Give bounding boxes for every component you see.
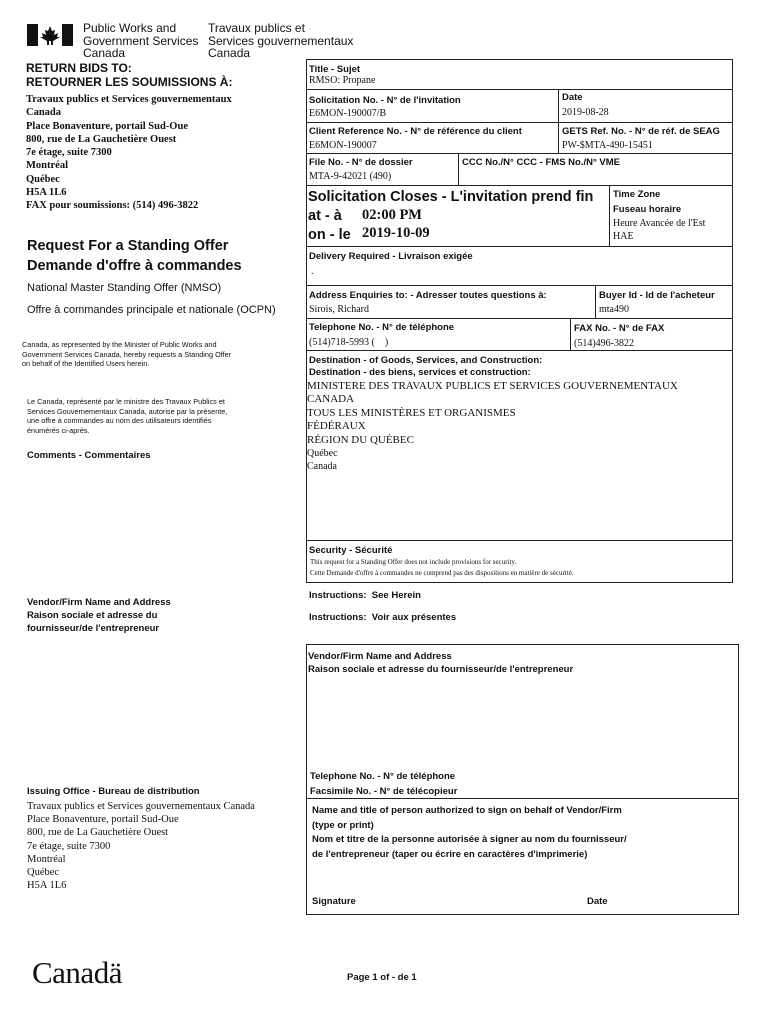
canada-flag-logo: [27, 24, 73, 46]
time-zone-label: Time Zone: [613, 189, 661, 200]
fax-value: (514)496-3822: [574, 338, 634, 349]
vendor-telephone-label: Telephone No. - N° de téléphone: [310, 771, 456, 782]
department-name-fr: Travaux publics et Services gouvernementaux Canada: [208, 21, 354, 60]
address-enquiries-value: Sirois, Richard: [309, 304, 369, 315]
return-bids-title: RETURN BIDS TO: RETOURNER LES SOUMISSIONS À:: [26, 61, 233, 89]
closing-time-value: 02:00 PM: [362, 207, 422, 223]
page-number: Page 1 of - de 1: [347, 972, 417, 983]
delivery-label: Delivery Required - Livraison exigée: [309, 251, 473, 262]
ocpn-label: Offre à commandes principale et nationale (OCPN): [27, 304, 276, 316]
client-ref-value: E6MON-190007: [309, 140, 377, 151]
ccc-label: CCC No./N° CCC - FMS No./N° VME: [462, 157, 621, 168]
client-ref-label: Client Reference No. - N° de référence du client: [309, 126, 522, 137]
security-label: Security - Sécurité: [309, 545, 393, 556]
vendor-name-label: Vendor/Firm Name and Address: [308, 651, 452, 662]
date-value: 2019-08-28: [562, 107, 609, 118]
instructions-en: Instructions: See Herein: [309, 590, 421, 601]
vendor-address-label: Raison sociale et adresse du fournisseur/de l'entrepreneur: [308, 664, 574, 675]
gets-ref-value: PW-$MTA-490-15451: [562, 140, 653, 151]
notice-fr: Le Canada, représenté par le ministre des Travaux Publics et Services Gouvernementaux Canada, autorise par la présente, une offre à commandes au nom des utilisateurs identifiés énumérés ci-après.: [27, 397, 228, 435]
file-no-value: MTA-9-42021 (490): [309, 171, 392, 182]
buyer-id-label: Buyer Id - Id de l'acheteur: [599, 290, 715, 301]
telephone-label: Telephone No. - N° de téléphone: [309, 322, 455, 333]
department-name-en: Public Works and Government Services Canada: [83, 21, 199, 60]
title-value: RMSO: Propane: [309, 75, 376, 86]
date-label: Date: [562, 92, 583, 103]
closing-date-value: 2019-10-09: [362, 225, 430, 241]
signature-label: Signature: [312, 896, 356, 907]
authorized-person-label: Name and title of person authorized to sign on behalf of Vendor/Firm (type or print) Nom et titre de la personne autorisée à signer au nom du fournisseur/ de l'entrepreneur (taper ou écrire en caractères d'imprimerie): [312, 805, 627, 860]
notice-en: Canada, as represented by the Minister of Public Works and Government Services Canada, hereby requests a Standing Offer on behalf of the Identified Users herein.: [22, 340, 232, 368]
at-label: at - à: [308, 208, 342, 224]
instructions-fr: Instructions: Voir aux présentes: [309, 612, 457, 623]
solicitation-closes-label: Solicitation Closes - L'invitation prend fin: [308, 189, 594, 205]
buyer-id-value: mta490: [599, 304, 629, 315]
comments-label: Comments - Commentaires: [27, 450, 151, 461]
title-label: Title - Sujet: [309, 64, 361, 75]
issuing-office-address: Travaux publics et Services gouvernementaux Canada Place Bonaventure, portail Sud-Oue 800, rue de La Gauchetière Ouest 7e étage, suite 7300 Montréal Québec H5A 1L6: [27, 801, 255, 892]
destination-address: MINISTERE DES TRAVAUX PUBLICS ET SERVICES GOUVERNEMENTAUX CANADA TOUS LES MINISTÈRES ET ORGANISMES FÉDÉRAUX RÉGION DU QUÉBEC Québec Canada: [307, 380, 678, 473]
vendor-left-label: Vendor/Firm Name and Address Raison sociale et adresse du fournisseur/de l'entrepreneur: [27, 597, 171, 634]
time-zone-value: Heure Avancée de l'Est: [613, 218, 706, 229]
issuing-office-label: Issuing Office - Bureau de distribution: [27, 786, 200, 797]
solicitation-no-value: E6MON-190007/B: [309, 108, 387, 119]
signature-date-label: Date: [587, 896, 608, 907]
solicitation-no-label: Solicitation No. - N° de l'invitation: [309, 95, 461, 106]
telephone-value: (514)718-5993 ( ): [309, 337, 389, 348]
canada-wordmark: Canadä: [32, 955, 122, 990]
return-bids-address: Travaux publics et Services gouvernementaux Canada Place Bonaventure, portail Sud-Oue 800, rue de La Gauchetière Ouest 7e étage, suite 7300 Montréal Québec H5A 1L6 FAX pour soumissions: (514) 496-3822: [26, 94, 232, 212]
destination-label-en: Destination - of Goods, Services, and Construction:: [309, 355, 543, 366]
vendor-fax-label: Facsimile No. - N° de télécopieur: [310, 786, 458, 797]
solicitation-form-box: [306, 59, 733, 583]
fax-label: FAX No. - N° de FAX: [574, 323, 665, 334]
security-text-en: This request for a Standing Offer does not include provisions for security.: [310, 558, 517, 566]
security-text-fr: Cette Demande d'offre à commandes ne comprend pas des dispositions en matière de sécurité.: [310, 569, 574, 577]
address-enquiries-label: Address Enquiries to: - Adresser toutes questions à:: [309, 290, 547, 301]
file-no-label: File No. - N° de dossier: [309, 157, 413, 168]
on-label: on - le: [308, 227, 351, 243]
gets-ref-label: GETS Ref. No. - N° de réf. de SEAG: [562, 126, 720, 137]
request-title: Request For a Standing Offer Demande d'offre à commandes: [27, 238, 242, 274]
nmso-label: National Master Standing Offer (NMSO): [27, 282, 222, 294]
destination-label-fr: Destination - des biens, services et construction:: [309, 367, 531, 378]
time-zone-abbr: HAE: [613, 231, 634, 242]
delivery-value: .: [311, 266, 314, 277]
time-zone-label-fr: Fuseau horaire: [613, 204, 682, 215]
